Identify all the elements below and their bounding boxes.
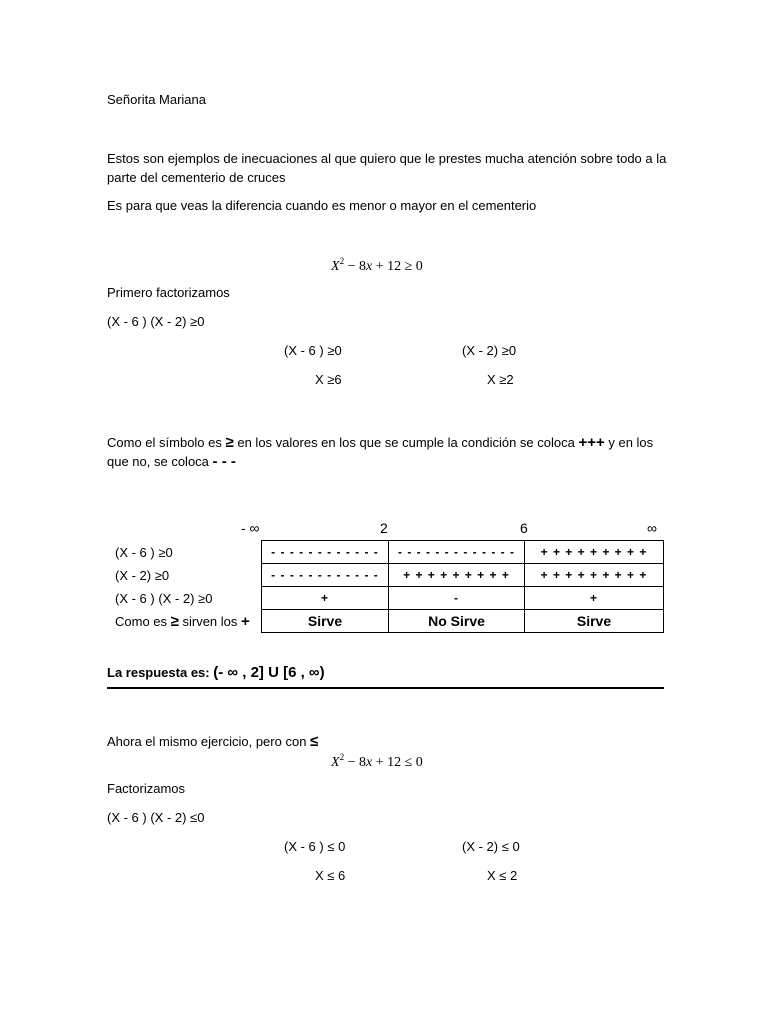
solution-a-2: X ≤ 6 [315, 868, 346, 883]
sign-table [107, 540, 664, 633]
equation-term: − 8 [347, 755, 366, 770]
factor-a-1: (X - 6 ) ≥0 [284, 343, 342, 358]
factor-a-2: (X - 6 ) ≤ 0 [284, 839, 346, 854]
plus-sign: + [241, 612, 250, 630]
factored-expression-2: (X - 6 ) (X - 2) ≤0 [107, 810, 205, 825]
explanation-text-3: y en los que no, se coloca [107, 435, 654, 469]
plus-signs: +++ [578, 434, 605, 451]
equation-exponent: 2 [339, 752, 345, 762]
sign-cell: + + + + + + + + + [525, 564, 664, 587]
minus-signs: - - - [212, 453, 236, 470]
factor-b-1: (X - 2) ≥0 [462, 343, 517, 358]
greater-equal-symbol: ≥ [225, 434, 234, 451]
sign-cell: + + + + + + + + + [389, 564, 525, 587]
sign-cell: + [262, 587, 389, 610]
less-equal-symbol: ≤ [310, 733, 319, 750]
result-label-post: sirven los [178, 613, 242, 629]
step-label-2: Factorizamos [107, 781, 186, 796]
solution-a-1: X ≥6 [315, 372, 342, 387]
equation-variable: X [331, 755, 340, 770]
equation-tail: + 12 ≥ 0 [375, 259, 423, 274]
axis-label-2: 2 [380, 520, 388, 536]
sign-cell: + + + + + + + + + [525, 541, 664, 564]
problem2-intro-text: Ahora el mismo ejercicio, pero con [107, 734, 311, 749]
intro-paragraph: Estos son ejemplos de inecuaciones al que quiero que le prestes mucha atención sobre todo a la parte del cementerio de cruces [107, 151, 667, 185]
result-cell: Sirve [525, 610, 664, 633]
factored-expression-1: (X - 6 ) (X - 2) ≥0 [107, 314, 205, 329]
intro-paragraph-2: Es para que veas la diferencia cuando es menor o mayor en el cementerio [107, 198, 537, 213]
equation-exponent: 2 [339, 256, 345, 266]
factor-b-2: (X - 2) ≤ 0 [462, 839, 520, 854]
table-row [107, 541, 664, 564]
problem2-intro [107, 733, 318, 750]
divider-line [107, 687, 664, 689]
greeting: Señorita Mariana [107, 92, 206, 107]
axis-label-6: 6 [520, 520, 528, 536]
greater-equal-symbol: ≥ [170, 612, 179, 630]
sign-cell: - - - - - - - - - - - - - [389, 541, 525, 564]
sign-cell: - [389, 587, 525, 610]
explanation-text-2: en los valores en los que se cumple la condición se coloca [237, 435, 579, 450]
equation-x: x [365, 755, 373, 770]
answer-label: La respuesta es: [107, 665, 214, 680]
result-cell: Sirve [262, 610, 389, 633]
row-label: (X - 6 ) ≥0 [115, 544, 173, 560]
sign-cell: - - - - - - - - - - - - [262, 541, 389, 564]
equation-1 [331, 256, 423, 275]
table-row [107, 564, 664, 587]
equation-term: − 8 [347, 259, 366, 274]
step-label-1: Primero factorizamos [107, 285, 230, 300]
row-label: (X - 2) ≥0 [115, 567, 170, 583]
answer-value: (- ∞ , 2] U [6 , ∞) [213, 664, 325, 681]
equation-tail: + 12 ≤ 0 [375, 755, 423, 770]
solution-b-2: X ≤ 2 [487, 868, 518, 883]
axis-label-neg-infinity: - ∞ [241, 520, 260, 536]
result-cell: No Sirve [389, 610, 525, 633]
equation-variable: X [331, 259, 340, 274]
result-label-pre: Como es [115, 613, 171, 629]
equation-x: x [365, 259, 373, 274]
row-label: (X - 6 ) (X - 2) ≥0 [115, 590, 213, 606]
equation-2 [331, 752, 423, 771]
explanation-text-1: Como el símbolo es [107, 435, 226, 450]
table-row-result [107, 610, 664, 633]
axis-label-infinity: ∞ [647, 520, 657, 536]
explanation-paragraph [107, 433, 667, 471]
table-row [107, 587, 664, 610]
answer-line [107, 664, 325, 681]
solution-b-1: X ≥2 [487, 372, 514, 387]
result-row-label [107, 610, 262, 633]
sign-cell: - - - - - - - - - - - - [262, 564, 389, 587]
sign-cell: + [525, 587, 664, 610]
